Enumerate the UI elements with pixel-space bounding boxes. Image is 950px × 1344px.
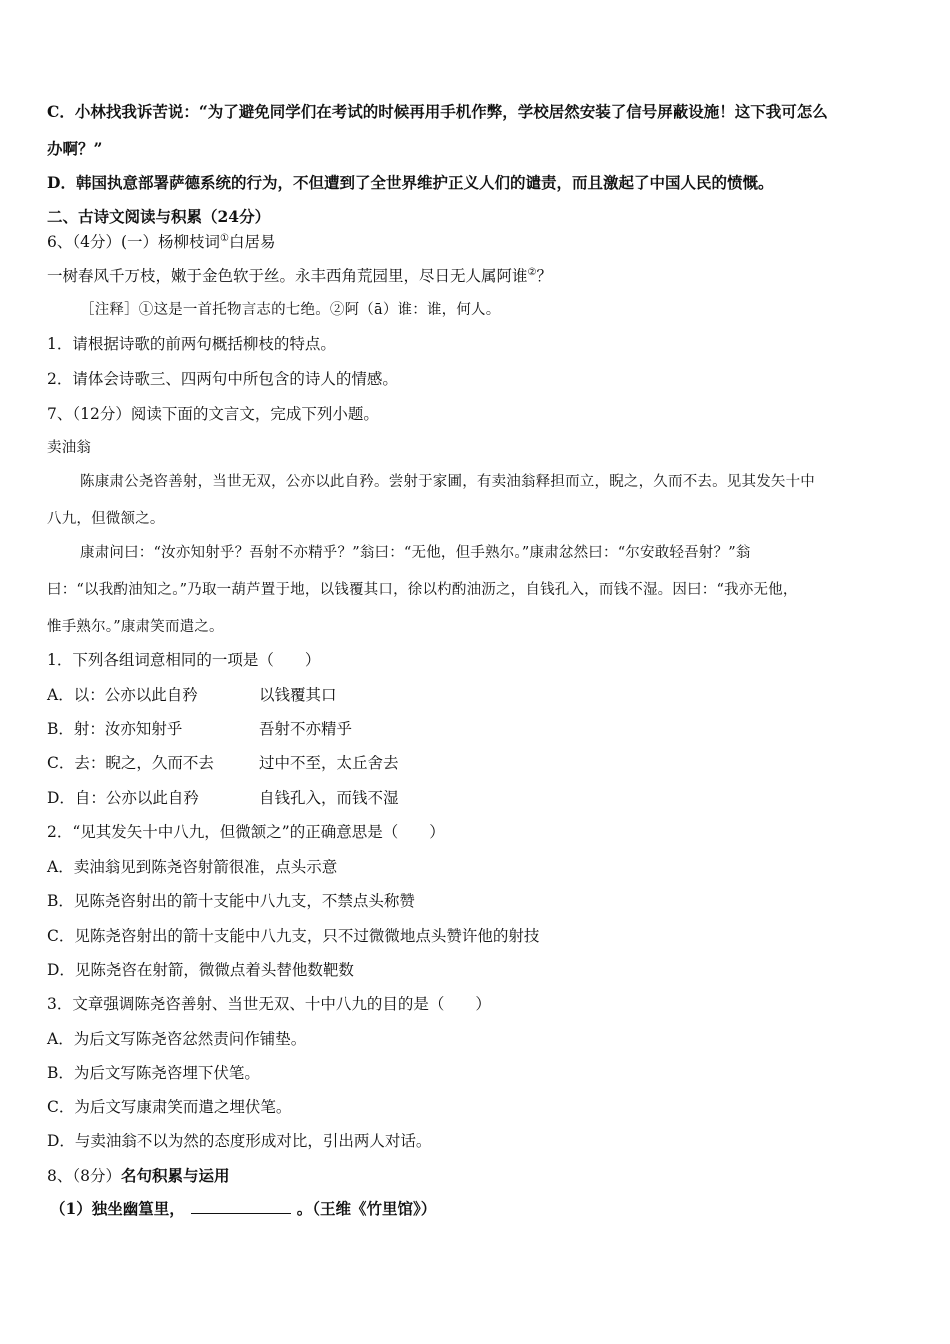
q6-sub1: 1．请根据诗歌的前两句概括柳枝的特点。 bbox=[47, 335, 336, 353]
q7-s3-option-b: B．为后文写陈尧咨埋下伏笔。 bbox=[47, 1064, 260, 1082]
q7-s1-option-a-right: 以钱覆其口 bbox=[259, 686, 337, 704]
q7-s1-option-c-right: 过中不至，太丘舍去 bbox=[259, 754, 399, 772]
q7-s2-option-b: B．见陈尧咨射出的箭十支能中八九支，不禁点头称赞 bbox=[47, 892, 415, 910]
q6-annotation: ［注释］①这是一首托物言志的七绝。②阿（ā）谁：谁，何人。 bbox=[80, 302, 501, 318]
q6-poem bbox=[47, 266, 552, 286]
q5-option-c-line2: 办啊？” bbox=[47, 139, 103, 158]
q6-note2-mark: ② bbox=[527, 266, 537, 278]
q7-s3-option-c: C．为后文写康肃笑而遣之埋伏笔。 bbox=[47, 1098, 292, 1116]
q7-s2-option-a: A．卖油翁见到陈尧咨射箭很准，点头示意 bbox=[47, 858, 338, 876]
q7-para1-line2: 八九，但微颔之。 bbox=[47, 511, 165, 527]
q7-s1-stem: 1．下列各组词意相同的一项是（ ） bbox=[47, 651, 321, 669]
q7-s1-option-d-right: 自钱孔入，而钱不湿 bbox=[259, 789, 399, 807]
q7-s1-option-c-left: C．去：睨之，久而不去 bbox=[47, 754, 214, 772]
q8-header-prefix: 8、（8分） bbox=[47, 1167, 121, 1185]
q7-s2-option-c: C．见陈尧咨射出的箭十支能中八九支，只不过微微地点头赞许他的射技 bbox=[47, 927, 540, 945]
q6-author: 白居易 bbox=[229, 233, 276, 251]
q7-s1-option-a-left: A．以：公亦以此自矜 bbox=[47, 686, 198, 704]
q7-s3-option-d: D．与卖油翁不以为然的态度形成对比，引出两人对话。 bbox=[47, 1132, 432, 1150]
q5-option-c-line1: C．小林找我诉苦说：“为了避免同学们在考试的时候再用手机作弊，学校居然安装了信号屏蔽设施！这下我可怎么 bbox=[47, 102, 828, 121]
q6-poem-text: 一树春风千万枝，嫩于金色软于丝。永丰西角荒园里，尽日无人属阿谁 bbox=[47, 267, 528, 285]
q7-para2-line1: 康肃问曰：“汝亦知射乎？吾射不亦精乎？”翁曰：“无他，但手熟尔。”康肃忿然曰：“尔安敢轻吾射？”翁 bbox=[80, 545, 751, 561]
q7-passage-title: 卖油翁 bbox=[47, 440, 92, 456]
q8-item1-suffix: 。（王维《竹里馆》） bbox=[296, 1199, 437, 1218]
q7-para2-line3: 惟手熟尔。”康肃笑而遣之。 bbox=[47, 619, 224, 635]
q7-s3-option-a: A．为后文写陈尧咨忿然责问作铺垫。 bbox=[47, 1030, 307, 1048]
q6-poem-end: ？ bbox=[536, 267, 552, 285]
q7-s1-option-b-right: 吾射不亦精乎 bbox=[259, 720, 353, 738]
section-2-title: 二、古诗文阅读与积累（24分） bbox=[47, 207, 271, 226]
q7-s1-option-b-left: B．射：汝亦知射乎 bbox=[47, 720, 183, 738]
q7-s2-option-d: D．见陈尧咨在射箭，微微点着头替他数靶数 bbox=[47, 961, 354, 979]
q7-para2-line2: 曰：“以我酌油知之。”乃取一葫芦置于地，以钱覆其口，徐以杓酌油沥之，自钱孔入，而钱不湿。因曰：“我亦无他， bbox=[47, 582, 798, 598]
q8-header bbox=[47, 1166, 230, 1186]
q7-s1-option-d-left: D．自：公亦以此自矜 bbox=[47, 789, 199, 807]
q8-header-title: 名句积累与运用 bbox=[120, 1166, 230, 1185]
q8-item1 bbox=[50, 1199, 436, 1219]
q7-s1-option-d bbox=[47, 788, 647, 808]
q7-s2-stem: 2．“见其发矢十中八九，但微颔之”的正确意思是（ ） bbox=[47, 823, 445, 841]
q6-note1-mark: ① bbox=[220, 232, 229, 244]
q7-s1-option-c bbox=[47, 753, 647, 773]
q7-para1-line1: 陈康肃公尧咨善射，当世无双，公亦以此自矜。尝射于家圃，有卖油翁释担而立，睨之，久而不去。见其发矢十中 bbox=[80, 474, 815, 490]
q7-s3-stem: 3．文章强调陈尧咨善射、当世无双、十中八九的目的是（ ） bbox=[47, 995, 491, 1013]
q6-header-text: 6、（4分）(一）杨柳枝词 bbox=[47, 233, 221, 251]
q6-header bbox=[47, 232, 276, 252]
q8-item1-prefix: （1）独坐幽篁里， bbox=[50, 1199, 185, 1218]
q7-header: 7、（12分）阅读下面的文言文，完成下列小题。 bbox=[47, 405, 379, 423]
q5-option-d: D．韩国执意部署萨德系统的行为，不但遭到了全世界维护正义人们的谴责，而且激起了中国人民的愤慨。 bbox=[47, 173, 774, 192]
q6-sub2: 2．请体会诗歌三、四两句中所包含的诗人的情感。 bbox=[47, 370, 398, 388]
q7-s1-option-b bbox=[47, 719, 647, 739]
q7-s1-option-a bbox=[47, 685, 647, 705]
answer-blank[interactable] bbox=[191, 1199, 291, 1214]
